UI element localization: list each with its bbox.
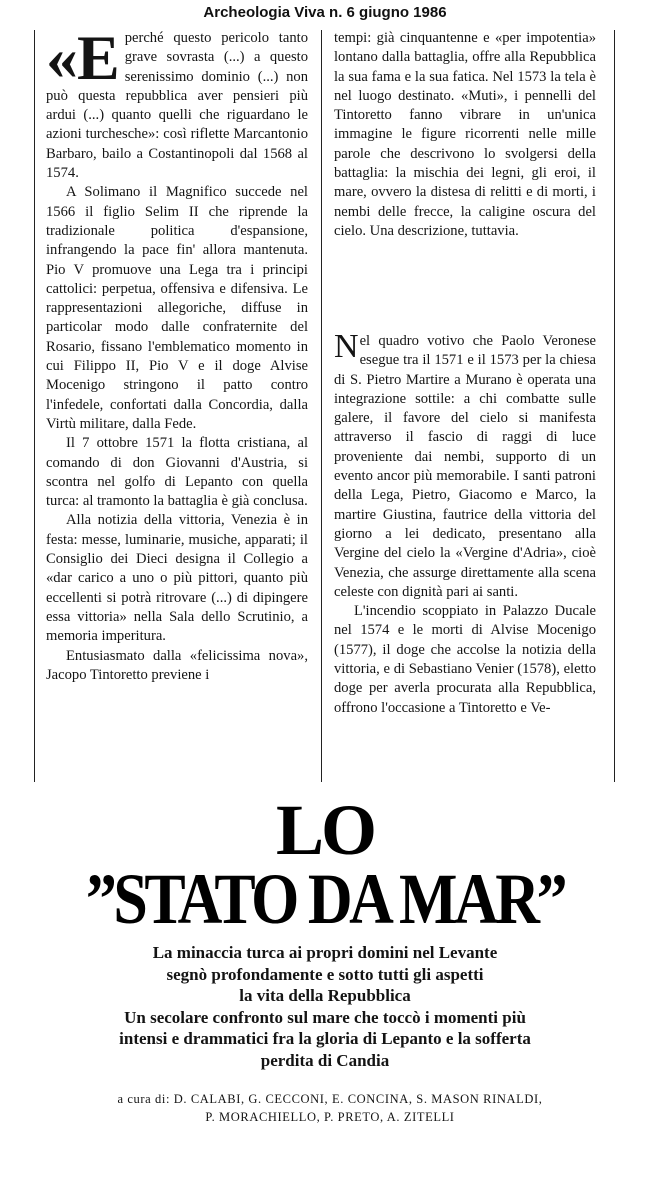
subtitle-line: perdita di Candia [260,1050,390,1070]
credits-line: P. MORACHIELLO, P. PRETO, A. ZITELLI [205,1110,455,1124]
drop-cap-letter: N [334,328,359,365]
subtitle-line: Un secolare confronto sul mare che toccò i momenti più [124,1007,526,1027]
journal-header: Archeologia Viva n. 6 giugno 1986 [203,4,447,21]
subtitle-line: la vita della Repubblica [239,986,411,1005]
opening-paragraph [46,22,308,183]
column-rule-left [34,30,35,782]
paragraph: Il 7 ottobre 1571 la flotta cristiana, al comando di don Giovanni d'Austria, si scontra nel golfo di Lepanto con quella turca: al tramonto la battaglia è già conclusa. [46,435,308,510]
left-text-column [46,22,308,685]
paragraph: tempi: già cinquantenne e «per impotentia» lontano dalla battaglia, offre alla Repubblica la sua fama e la sua fatica. Nel 1573 la tela è nel luogo destinato. «Muti», i pennelli del Tintoretto fanno vibrare in un'unica immagine le figure ricorrenti nelle mille parole che descrivono lo svolgersi della battaglia: la mischia dei legni, gli eroi, il mare, ovvero la distesa di relitti e di morti, i nembi delle frecce, la caligine oscura del cielo. Una descrizione, tuttavia. [334,30,596,239]
paragraph: A Solimano il Magnifico succede nel 1566 il figlio Selim II che riprende la tradizionale politica d'espansione, infrangendo la pace fin' allora mantenuta. Pio V promuove una Lega tra i principi cattolici: perpetua, offensiva e difensiva. Le rappresentazioni allegoriche, diffuse in particolar modo dalle confraternite del Rosario, fissano l'emblematico momento in cui Filippo II, Pio V e il doge Alvise Mocenigo stringono il patto contro l'infedele, confortati dalla Concordia, dalla Virtù militare, dalla Fede. [46,184,308,432]
author-credits [50,1090,610,1126]
subtitle [40,942,610,1071]
column-rule-right [614,30,615,782]
paragraph: L'incendio scoppiato in Palazzo Ducale nel 1574 e le morti di Alvise Mocenigo (1577), il doge che accolse la notizia della vittoria, e di Sebastiano Venier (1578), eletto doge per averla procurata alla Repubblica, offrono l'occasione a Tintoretto e Ve- [334,603,596,716]
paragraph-text: el quadro votivo che Paolo Veronese esegue tra il 1571 e il 1573 per la chiesa di S. Pietro Martire a Murano è operata una integrazione sottile: a chi combatte sulle galere, il favore del cielo si manifesta attraverso il fascio di raggi di luce proveniente dai nembi, supporto di un evento ancor più memorabile. I santi patroni della Lega, Pietro, Giacomo e Marco, la martire Giustina, fautrice della vittoria del giorno a lei dedicato, presentano alla Vergine del cielo la «Vergine d'Adria», cioè Venezia, che assurge direttamente alla scena celeste con dignità pari ai santi. [334,333,596,600]
paragraph-text: perché questo pericolo tanto grave sovrasta (...) a questo serenissimo dominio (...) non può questa repubblica aver pensieri più ardui (...) quanto quelli che riguardano le azioni turchesche»: così riflette Marcantonio Barbaro, bailo a Costantinopoli dal 1568 al 1574. [46,30,308,182]
subtitle-line: intensi e drammatici fra la gloria di Lepanto e la sofferta [119,1029,531,1048]
drop-cap-quote: «E [46,22,119,93]
right-text-column-top [334,29,596,241]
headline-line-1: LO [275,790,375,870]
paragraph: Alla notizia della vittoria, Venezia è in festa: messe, luminarie, musiche, apparati; il Consiglio dei Dieci designa il Collegio a «dar carico a uno o più pittori, quanto più eccellenti si potrà ritrovare (...) di dipingere essa vittoria» nella Sala dello Scrutinio, a memoria imperitura. [46,512,308,645]
paragraph: Entusiasmato dalla «felicissima nova», Jacopo Tintoretto previene i [46,647,308,683]
column-rule-middle [321,30,322,782]
credits-line: a cura di: D. CALABI, G. CECCONI, E. CONCINA, S. MASON RINALDI, [117,1092,543,1106]
headline-line-2: ”STATO DA MAR” [85,859,565,939]
subtitle-line: La minaccia turca ai propri domini nel Levante [152,943,498,962]
subtitle-line: segnò profondamente e sotto tutti gli aspetti [166,964,484,984]
section-paragraph [334,328,596,602]
right-text-column-bottom [334,328,596,718]
